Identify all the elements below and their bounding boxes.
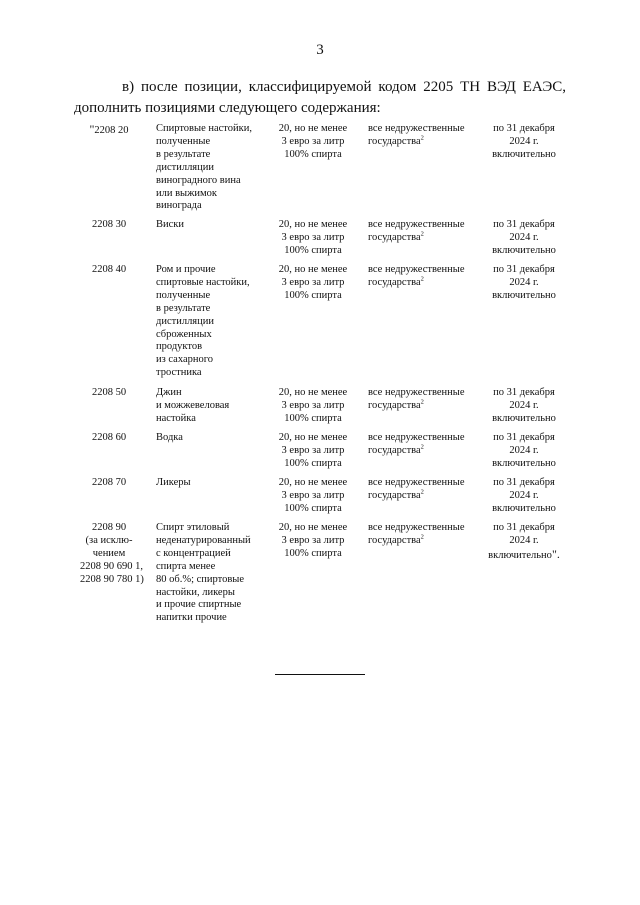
period-line — [484, 503, 564, 516]
period-text: 2024 г. — [509, 276, 539, 288]
goods-name-line: Ликеры — [156, 477, 191, 488]
open-quote: " — [89, 122, 95, 136]
duty-rate-line: 100% спирта — [284, 244, 342, 256]
country-cell — [368, 264, 476, 290]
period-text: включительно — [492, 244, 556, 256]
duty-rate-line: 20, но не менее — [278, 264, 348, 275]
country-text: все недружественные государства — [368, 219, 465, 243]
period-line — [484, 445, 564, 458]
hs-code-cell — [80, 264, 138, 277]
goods-name-cell — [156, 432, 268, 445]
duty-rate-line: 3 евро за литр — [281, 231, 345, 243]
duty-rate-cell — [268, 123, 358, 162]
goods-name-line: дистилляции — [156, 161, 214, 173]
period-text: включительно — [492, 412, 556, 424]
end-rule — [275, 674, 365, 675]
period-text: включительно — [488, 549, 552, 561]
period-line — [484, 458, 564, 471]
period-text: 2024 г. — [509, 399, 539, 411]
intro-line-2: дополнить позициями следующего содержания: — [74, 100, 381, 116]
footnote-mark: 2 — [420, 398, 424, 406]
goods-name-line: Ром и прочие — [156, 264, 216, 275]
period-text: по 31 декабря — [493, 123, 555, 134]
period-line — [484, 477, 564, 490]
duty-rate-line: 3 евро за литр — [281, 399, 345, 411]
hs-code-text: 2208 30 — [91, 219, 127, 230]
hs-code-text: 2208 20 — [94, 125, 129, 136]
duty-rate-line: 100% спирта — [284, 412, 342, 424]
goods-name-line: полученные — [156, 135, 211, 147]
hs-code-text: 2208 90 — [91, 522, 127, 533]
country-text: все недружественные государства — [368, 387, 465, 411]
goods-name-line: Джин — [156, 387, 182, 398]
hs-code-line — [80, 219, 138, 232]
hs-code-line — [80, 560, 143, 574]
goods-name-line: с концентрацией — [156, 547, 231, 559]
hs-code-line — [80, 432, 138, 445]
duty-rate-line: 20, но не менее — [278, 219, 348, 230]
goods-name-line: неденатурированный — [156, 534, 251, 546]
period-cell — [484, 522, 564, 563]
period-text: 2024 г. — [509, 444, 539, 456]
period-line — [484, 149, 564, 162]
goods-name-line: спирта менее — [156, 560, 216, 572]
period-cell — [484, 264, 564, 303]
footnote-mark: 2 — [420, 230, 424, 238]
goods-name-line: в результате — [156, 302, 211, 314]
goods-name-line: Спиртовые настойки, — [156, 123, 252, 134]
goods-name-line: настойки, ликеры — [156, 586, 235, 598]
goods-name-line: виноградного вина — [156, 174, 241, 186]
period-text: по 31 декабря — [493, 219, 555, 230]
duty-rate-cell — [268, 219, 358, 258]
hs-code-text: 2208 90 690 1, — [80, 560, 143, 572]
period-text: по 31 декабря — [493, 264, 555, 275]
goods-name-line: спиртовые настойки, — [156, 276, 250, 288]
period-line — [484, 387, 564, 400]
goods-name-cell — [156, 522, 268, 625]
hs-code-line — [80, 548, 138, 561]
period-cell — [484, 123, 564, 162]
hs-code-text: чением — [92, 547, 126, 559]
duty-rate-line: 3 евро за литр — [281, 276, 345, 288]
country-text: все недружественные государства — [368, 477, 465, 501]
goods-name-line: полученные — [156, 289, 211, 301]
period-line — [484, 245, 564, 258]
duty-rate-line: 20, но не менее — [278, 477, 348, 488]
period-text: 2024 г. — [509, 231, 539, 243]
country-cell — [368, 387, 476, 413]
duty-rate-line: 20, но не менее — [278, 123, 348, 134]
goods-name-cell — [156, 264, 268, 380]
country-cell — [368, 522, 476, 548]
period-line — [484, 277, 564, 290]
hs-code-text: (за исклю- — [85, 534, 133, 546]
country-cell — [368, 123, 476, 149]
hs-code-text: 2208 40 — [91, 264, 127, 275]
goods-name-line: тростника — [156, 367, 202, 379]
period-cell — [484, 477, 564, 516]
duty-rate-cell — [268, 522, 358, 561]
goods-name-line: дистилляции — [156, 315, 214, 327]
period-line — [484, 548, 564, 563]
country-cell — [368, 432, 476, 458]
hs-code-line — [80, 123, 138, 138]
period-line — [484, 400, 564, 413]
page-number: 3 — [316, 42, 324, 58]
period-line — [484, 232, 564, 245]
period-text: по 31 декабря — [493, 432, 555, 443]
period-text: по 31 декабря — [493, 522, 555, 533]
duty-rate-cell — [268, 477, 358, 516]
footnote-mark: 2 — [420, 488, 424, 496]
goods-name-line: и можжевеловая — [156, 399, 230, 411]
period-line — [484, 219, 564, 232]
goods-name-line: из сахарного — [156, 354, 214, 366]
goods-name-line: Спирт этиловый — [156, 522, 230, 533]
hs-code-cell — [80, 219, 138, 232]
period-text: 2024 г. — [509, 489, 539, 501]
footnote-mark: 2 — [420, 443, 424, 451]
duty-rate-line: 100% спирта — [284, 502, 342, 514]
duty-rate-line: 100% спирта — [284, 148, 342, 160]
period-line — [484, 264, 564, 277]
country-cell — [368, 219, 476, 245]
period-text: включительно — [492, 148, 556, 160]
duty-rate-line: 3 евро за литр — [281, 489, 345, 501]
duty-rate-line: 20, но не менее — [278, 522, 348, 533]
goods-name-line: сброженных — [156, 328, 212, 340]
period-text: 2024 г. — [509, 534, 539, 546]
hs-code-text: 2208 70 — [91, 477, 127, 488]
duty-rate-line: 100% спирта — [284, 547, 342, 559]
hs-code-cell — [80, 432, 138, 445]
period-cell — [484, 432, 564, 471]
hs-code-cell — [80, 123, 138, 138]
period-line — [484, 413, 564, 426]
hs-code-text: 2208 50 — [91, 387, 127, 398]
duty-rate-line: 20, но не менее — [278, 432, 348, 443]
goods-name-line: Виски — [156, 219, 185, 230]
hs-code-line — [80, 477, 138, 490]
goods-name-cell — [156, 219, 268, 232]
duty-rate-line: 3 евро за литр — [281, 135, 345, 147]
hs-code-cell — [80, 477, 138, 490]
country-cell — [368, 477, 476, 503]
goods-name-line: 80 об.%; спиртовые — [156, 573, 245, 585]
period-text: по 31 декабря — [493, 477, 555, 488]
country-text: все недружественные государства — [368, 264, 465, 288]
footnote-mark: 2 — [420, 134, 424, 142]
country-text: все недружественные государства — [368, 522, 465, 546]
goods-name-line: винограда — [156, 200, 202, 212]
hs-code-line — [80, 573, 144, 587]
hs-code-line — [80, 522, 138, 535]
hs-code-line — [80, 387, 138, 400]
goods-name-line: Водка — [156, 432, 183, 443]
goods-name-cell — [156, 477, 268, 490]
period-text: 2024 г. — [509, 135, 539, 147]
period-text: включительно — [492, 289, 556, 301]
hs-code-text: 2208 60 — [91, 432, 127, 443]
period-line — [484, 123, 564, 136]
duty-rate-line: 100% спирта — [284, 289, 342, 301]
duty-rate-line: 100% спирта — [284, 457, 342, 469]
duty-rate-line: 3 евро за литр — [281, 534, 345, 546]
period-text: включительно — [492, 502, 556, 514]
period-cell — [484, 219, 564, 258]
goods-name-line: в результате — [156, 148, 211, 160]
duty-rate-cell — [268, 432, 358, 471]
hs-code-cell — [80, 522, 144, 587]
duty-rate-cell — [268, 264, 358, 303]
period-text: включительно — [492, 457, 556, 469]
period-line — [484, 522, 564, 535]
duty-rate-line: 3 евро за литр — [281, 444, 345, 456]
goods-name-line: или выжимок — [156, 187, 217, 199]
close-quote: ". — [551, 546, 560, 561]
country-text: все недружественные государства — [368, 123, 465, 147]
hs-code-cell — [80, 387, 138, 400]
goods-name-line: напитки прочие — [156, 612, 227, 624]
intro-line-1: в) после позиции, классифицируемой кодом 2205 ТН ВЭД ЕАЭС, — [122, 79, 566, 95]
goods-name-line: настойка — [156, 412, 196, 424]
hs-code-line — [80, 264, 138, 277]
hs-code-text: 2208 90 780 1) — [80, 573, 144, 585]
period-line — [484, 432, 564, 445]
hs-code-line — [80, 535, 138, 548]
goods-name-line: продуктов — [156, 341, 203, 353]
period-text: по 31 декабря — [493, 387, 555, 398]
country-text: все недружественные государства — [368, 432, 465, 456]
period-line — [484, 290, 564, 303]
period-line — [484, 136, 564, 149]
footnote-mark: 2 — [420, 275, 424, 283]
footnote-mark: 2 — [420, 533, 424, 541]
goods-name-line: и прочие спиртные — [156, 599, 242, 611]
duty-rate-cell — [268, 387, 358, 426]
period-cell — [484, 387, 564, 426]
goods-name-cell — [156, 123, 268, 213]
period-line — [484, 490, 564, 503]
intro-paragraph — [74, 77, 566, 119]
goods-name-cell — [156, 387, 268, 426]
duty-rate-line: 20, но не менее — [278, 387, 348, 398]
